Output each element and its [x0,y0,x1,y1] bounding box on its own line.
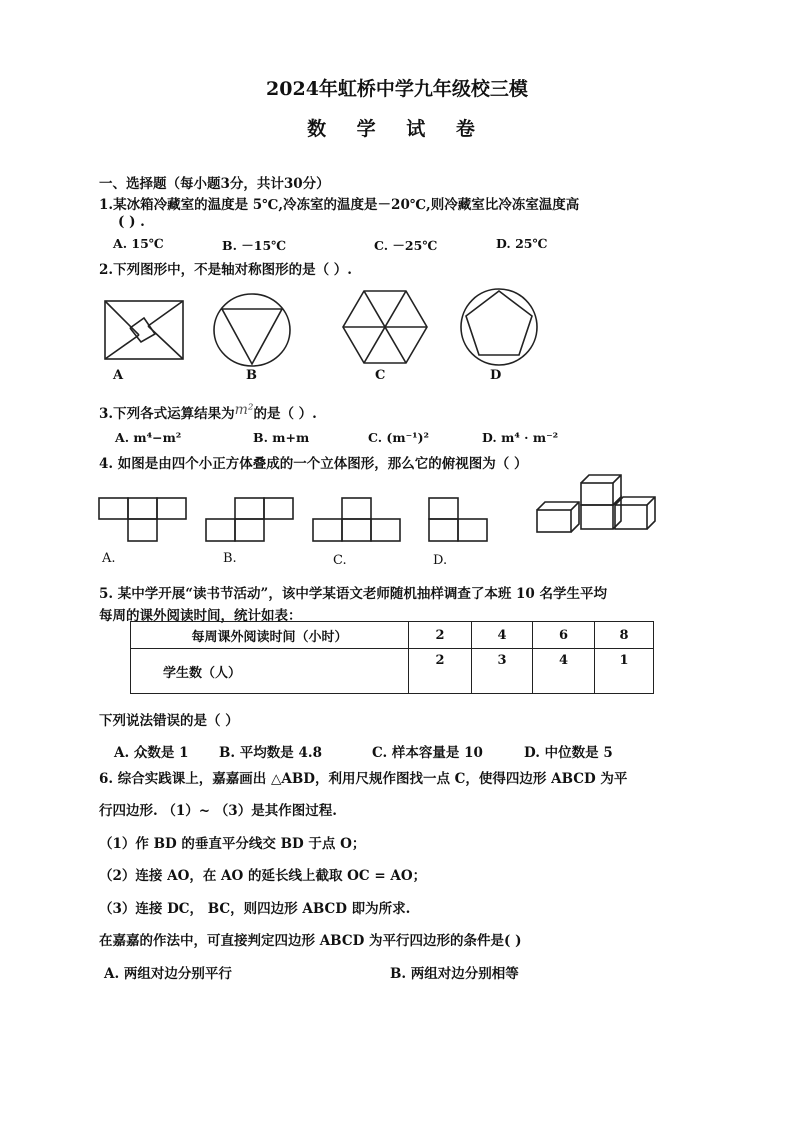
q6-step2: （2）连接 AO，在 AO 的延长线上截取 OC = AO； [99,868,427,884]
q5-option-c: C. 样本容量是 10 [372,745,483,761]
table-cell: 3 [472,649,533,694]
q5-stem-line2: 每周的课外阅读时间，统计如表： [99,608,302,624]
q4-view-a [98,497,188,543]
q5-option-b: B. 平均数是 4.8 [219,745,322,761]
q4-stem: 4. 如图是由四个小正方体叠成的一个立体图形，那么它的俯视图为（ ） [99,456,528,472]
q1-option-b: B. －15℃ [222,238,287,253]
q2-label-c: C [375,368,386,383]
table-cell: 6 [533,622,595,649]
q2-stem: 2.下列图形中，不是轴对称图形的是（ ）. [99,262,352,278]
table-cell: 2 [409,622,472,649]
q6-step1: （1）作 BD 的垂直平分线交 BD 于点 O； [99,836,366,852]
table-row [131,649,654,694]
q2-figure-b [212,292,292,368]
exam-subtitle: 数 学 试 卷 [307,118,487,140]
q2-figure-c [342,289,428,365]
q3-stem-suffix: 的是（ ）. [253,406,317,422]
q2-figure-d [458,287,540,367]
q4-label-d: D. [433,553,448,568]
q1-option-d: D. 25℃ [496,236,548,251]
q4-solid-figure [535,474,659,534]
q2-label-d: D [490,368,502,383]
q6-option-b: B. 两组对边分别相等 [390,966,519,982]
q4-view-d [428,497,490,543]
q3-stem-prefix: 3.下列各式运算结果为 [99,406,235,422]
table-row [131,622,654,649]
q3-option-c: C. (m⁻¹)² [368,430,430,445]
reading-time-table [130,621,654,694]
q6-option-a: A. 两组对边分别平行 [104,966,232,982]
exam-title: 2024年虹桥中学九年级校三模 [266,78,528,100]
q5-option-a: A. 众数是 1 [114,745,189,761]
section-heading: 一、选择题（每小题3分，共计30分） [99,176,330,192]
q3-option-b: B. m+m [253,430,310,445]
q5-stem-line1: 5. 某中学开展“读书节活动”，该中学某语文老师随机抽样调查了本班 10 名学生平均 [99,586,608,602]
q5-question: 下列说法错误的是（ ） [99,713,239,729]
q5-option-d: D. 中位数是 5 [524,745,613,761]
q4-label-a: A. [102,551,116,566]
q4-label-b: B. [223,551,237,566]
q4-label-c: C. [333,553,347,568]
q6-step3: （3）连接 DC， BC，则四边形 ABCD 即为所求. [99,901,411,917]
q1-stem-line2: ( ) . [118,214,145,230]
q3-option-d: D. m⁴ · m⁻² [482,430,559,445]
q2-label-a: A [113,368,124,383]
q2-label-b: B [246,368,257,383]
q3-option-a: A. m⁴−m² [115,430,182,445]
q4-view-c [312,497,402,543]
table-row-header: 每周课外阅读时间（小时） [131,622,409,649]
table-cell: 4 [533,649,595,694]
q1-option-c: C. －25℃ [374,238,438,253]
q4-view-b [205,497,295,543]
q1-option-a: A. 15℃ [113,236,164,251]
table-cell: 2 [409,649,472,694]
q3-stem-math: m² [234,402,254,418]
table-cell: 4 [472,622,533,649]
q6-question: 在嘉嘉的作法中，可直接判定四边形 ABCD 为平行四边形的条件是( ) [99,933,522,949]
table-cell: 1 [595,649,654,694]
q2-figure-a [104,300,184,360]
q6-line1: 6. 综合实践课上，嘉嘉画出 △ABD，利用尺规作图找一点 C，使得四边形 ABCD 为平 [99,771,628,787]
q1-stem-line1: 1.某冰箱冷藏室的温度是 5℃,冷冻室的温度是－20℃,则冷藏室比冷冻室温度高 [99,197,580,213]
q6-line2: 行四边形. （1）~ （3）是其作图过程. [99,803,337,819]
q3-stem [99,402,317,422]
table-cell: 8 [595,622,654,649]
table-row-header: 学生数（人） [131,649,409,694]
